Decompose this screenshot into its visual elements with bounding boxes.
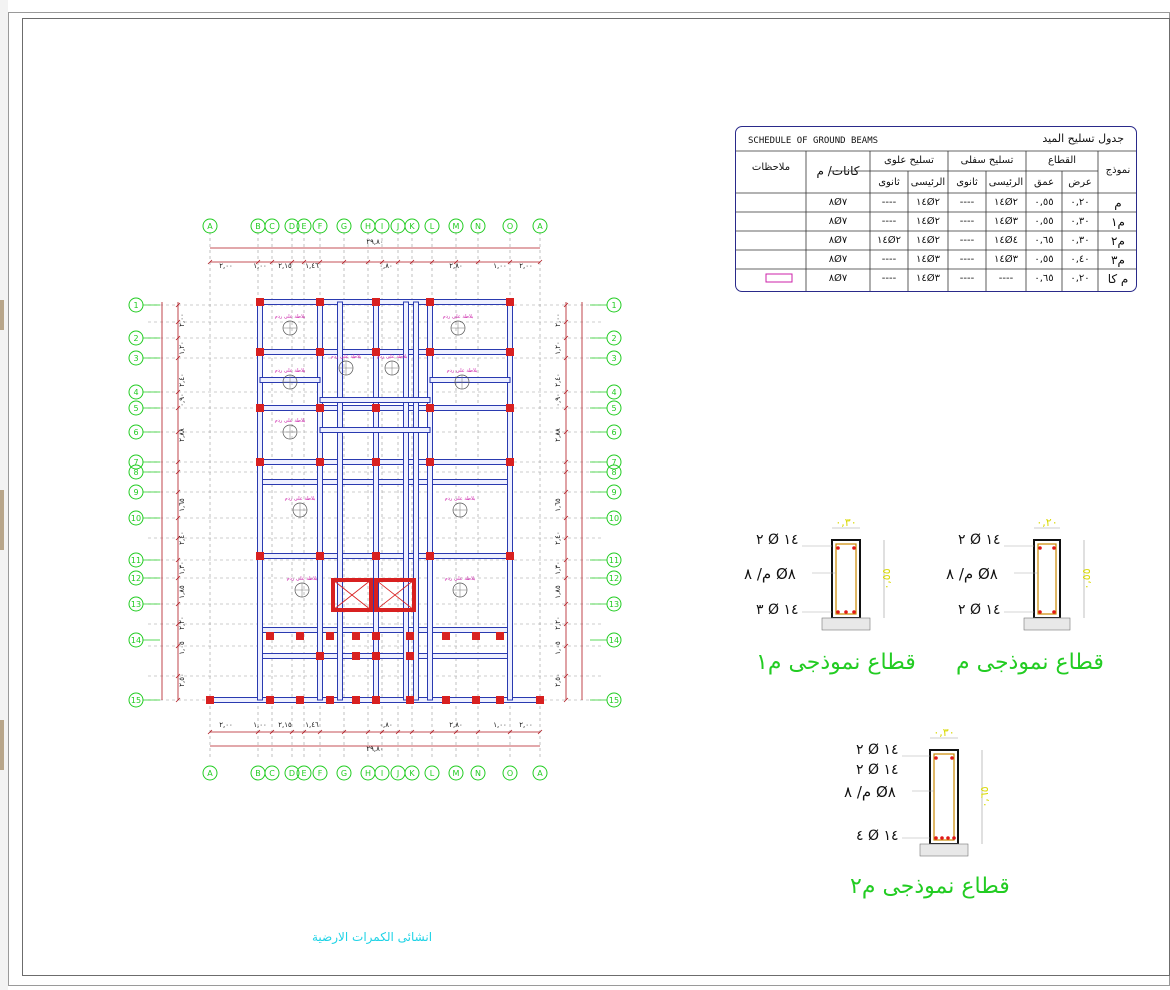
- slab-note: بلاطة على ردم: [274, 418, 306, 424]
- hdr-bot-main: الرئيسى: [988, 177, 1024, 188]
- schedule-cell-depth: ٠,٥٥: [1034, 216, 1054, 227]
- dim-text-v: ٢,٠٠: [178, 313, 186, 327]
- blinding-layer: [1024, 618, 1070, 630]
- grid-bubble-label: H: [364, 222, 372, 231]
- section-width-text: ٠,٣٠: [835, 516, 857, 529]
- grid-bubble-label: 8: [133, 468, 139, 477]
- schedule-cell-model: م٣: [1111, 253, 1125, 267]
- schedule-cell-width: ٠,٣٠: [1070, 216, 1090, 227]
- grid-bubble-label: 8: [611, 468, 617, 477]
- slab-note: بلاطة على ردم: [274, 314, 306, 320]
- grid-bubble-label: 3: [133, 354, 139, 363]
- rebar-dot: [946, 836, 950, 840]
- schedule-cell-model: م١: [1111, 215, 1125, 229]
- grid-bubble-label: 12: [130, 574, 142, 583]
- grid-bubble-label: 15: [608, 696, 620, 705]
- rebar-dot: [836, 610, 840, 614]
- hdr-bottom-rft: تسليح سفلى: [960, 155, 1014, 166]
- dim-text-v: ١,٦٥: [554, 498, 562, 512]
- hdr-depth: عمق: [1033, 177, 1055, 188]
- schedule-cell-stirrups: ٨Ø٧: [828, 216, 848, 227]
- section-bottom-bars: ٤ Ø ١٤: [856, 828, 899, 844]
- schedule-cell-depth: ٠,٦٥: [1034, 273, 1054, 284]
- dim-text-v: ١,٣٠: [554, 561, 562, 575]
- dim-text: ١,٠٠: [253, 721, 267, 729]
- hdr-section: القطاع: [1047, 155, 1077, 166]
- schedule-cell-bot_main: ١٤Ø٣: [994, 254, 1018, 265]
- grid-bubble-label: D: [288, 222, 296, 231]
- grid-bubble-label: 5: [133, 404, 139, 413]
- rebar-dot: [1038, 610, 1042, 614]
- schedule-cell-top_sec: ----: [881, 216, 897, 227]
- grid-bubble-label: 5: [611, 404, 617, 413]
- schedule-cell-depth: ٠,٥٥: [1034, 197, 1054, 208]
- grid-bubble-label: N: [475, 222, 481, 231]
- slab-note: بلاطة على ردم: [444, 576, 476, 582]
- grid-bubble-label: D: [288, 769, 296, 778]
- schedule-cell-top_main: ١٤Ø٢: [916, 235, 940, 246]
- dim-text: ٠,٨٠: [379, 721, 393, 729]
- grid-bubble-label: L: [429, 769, 435, 778]
- dim-text-v: ٢,٢٠: [554, 616, 562, 630]
- grid-bubble-label: 13: [608, 600, 620, 609]
- schedule-cell-stirrups: ٨Ø٧: [828, 273, 848, 284]
- section-title: قطاع نموذجى م٢: [850, 874, 1010, 899]
- grid-bubble-label: L: [429, 222, 435, 231]
- schedule-cell-width: ٠,٢٠: [1070, 197, 1090, 208]
- section-depth-text: ٠,٦٥: [978, 786, 991, 808]
- dim-text: ١,٤٦: [305, 721, 319, 729]
- grid-bubble-label: 2: [611, 334, 617, 343]
- schedule-cell-width: ٠,٣٠: [1070, 235, 1090, 246]
- grid-bubble-label: A: [537, 769, 543, 778]
- dim-text-v: ٢,٨٨: [554, 428, 562, 442]
- section-title: قطاع نموذجى م: [956, 650, 1104, 675]
- schedule-cell-model: م٢: [1111, 234, 1125, 248]
- grid-bubble-label: B: [255, 769, 261, 778]
- grid-bubble-label: 14: [130, 636, 142, 645]
- section-top-bars-2: ٢ Ø ١٤: [856, 762, 899, 778]
- rebar-dot: [852, 546, 856, 550]
- schedule-cell-bot_sec: ----: [959, 273, 975, 284]
- dim-text-v: ٢,٤٠: [554, 531, 562, 545]
- rebar-dot: [950, 756, 954, 760]
- dim-text-v: ٢,٠٠: [554, 313, 562, 327]
- schedule-cell-bot_sec: ----: [959, 254, 975, 265]
- grid-bubble-label: 9: [133, 488, 139, 497]
- dim-text-v: ١,٨٥: [178, 585, 186, 599]
- section-stirrup-label: م/ ٨ Ø٨: [946, 565, 998, 583]
- dim-text: ١,٠٠: [253, 262, 267, 270]
- dim-text-v: ٢,٤٠: [178, 531, 186, 545]
- schedule-cell-top_sec: ----: [881, 273, 897, 284]
- section-width-text: ٠,٢٠: [1036, 516, 1058, 529]
- grid-bubble-label: N: [475, 769, 481, 778]
- rebar-dot: [934, 836, 938, 840]
- grid-bubble-label: 3: [611, 354, 617, 363]
- grid-bubble-label: I: [380, 769, 384, 778]
- dim-text-v: ١,٢٠: [554, 341, 562, 355]
- grid-bubble-label: G: [340, 222, 348, 231]
- grid-bubble-label: A: [207, 222, 213, 231]
- hdr-model: نموذج: [1105, 165, 1131, 176]
- schedule-cell-top_sec: ----: [881, 254, 897, 265]
- schedule-title-en: SCHEDULE OF GROUND BEAMS: [748, 136, 879, 146]
- grid-bubble-label: 14: [608, 636, 620, 645]
- grid-bubble-label: 10: [608, 514, 620, 523]
- rebar-dot: [1038, 546, 1042, 550]
- grid-bubble-label: 1: [611, 301, 617, 310]
- section-stirrup-label: م/ ٨ Ø٨: [744, 565, 796, 583]
- schedule-cell-depth: ٠,٦٥: [1034, 235, 1054, 246]
- grid-bubble-label: 2: [133, 334, 139, 343]
- dim-text-v: ١,٣٠: [178, 561, 186, 575]
- grid-bubble-label: F: [317, 769, 323, 778]
- schedule-cell-bot_sec: ----: [959, 197, 975, 208]
- dim-text-v: ٢,٥٠: [178, 673, 186, 687]
- dim-text-v: ١,٦٥: [178, 498, 186, 512]
- grid-bubble-label: E: [301, 769, 307, 778]
- schedule-cell-model: م كا: [1107, 272, 1129, 286]
- schedule-cell-bot_main: ----: [998, 273, 1014, 284]
- dim-text: ٢,٠٠: [219, 262, 233, 270]
- hdr-bot-sec: ثانوى: [956, 177, 978, 188]
- grid-bubble-label: I: [380, 222, 384, 231]
- grid-bubble-label: G: [340, 769, 348, 778]
- section-title: قطاع نموذجى م١: [756, 650, 916, 675]
- slab-note: بلاطة على ردم: [446, 368, 478, 374]
- schedule-cell-model: م: [1114, 196, 1122, 210]
- grid-bubble-label: K: [409, 769, 415, 778]
- dim-text: ٢,١٥: [278, 721, 292, 729]
- grid-bubble-label: O: [506, 769, 514, 778]
- schedule-cell-top_sec: ----: [881, 197, 897, 208]
- dim-text-v: ٢,٢٠: [178, 616, 186, 630]
- grid-bubble-label: 10: [130, 514, 142, 523]
- drawing-title: انشائى الكمرات الارضية: [312, 930, 433, 944]
- grid-bubble-label: 7: [133, 458, 139, 467]
- section-top-bars: ٢ Ø ١٤: [958, 532, 1001, 548]
- grid-bubble-label: A: [537, 222, 543, 231]
- dim-text: ٢,٠٠: [519, 721, 533, 729]
- schedule-cell-bot_main: ١٤Ø٢: [994, 197, 1018, 208]
- schedule-cell-width: ٠,٢٠: [1070, 273, 1090, 284]
- hdr-stirrups: كانات/ م: [816, 164, 860, 178]
- schedule-cell-top_main: ١٤Ø٢: [916, 197, 940, 208]
- dim-text-v: ٠,٩٠: [178, 393, 186, 407]
- dim-text: ١,٤٦: [305, 262, 319, 270]
- grid-bubble-label: M: [452, 222, 460, 231]
- grid-bubble-label: H: [364, 769, 372, 778]
- hdr-width: عرض: [1068, 177, 1092, 188]
- blinding-layer: [920, 844, 968, 856]
- dim-text-v: ١,٠٥: [554, 641, 562, 655]
- grid-bubble-label: J: [396, 222, 400, 231]
- rebar-dot: [1052, 610, 1056, 614]
- slab-note: بلاطة على ردم: [444, 496, 476, 502]
- dim-text-v: ١,٨٥: [554, 585, 562, 599]
- schedule-cell-top_main: ١٤Ø٣: [916, 254, 940, 265]
- dim-text: ٠,٨٠: [379, 262, 393, 270]
- dim-text-v: ٢,٤٠: [554, 373, 562, 387]
- rebar-dot: [1052, 546, 1056, 550]
- schedule-cell-bot_sec: ----: [959, 216, 975, 227]
- grid-bubble-label: J: [396, 769, 400, 778]
- schedule-cell-width: ٠,٤٠: [1070, 254, 1090, 265]
- schedule-cell-bot_sec: ----: [959, 235, 975, 246]
- grid-bubble-label: C: [269, 222, 275, 231]
- rebar-dot: [940, 836, 944, 840]
- section-depth-text: ٠,٥٥: [1080, 568, 1093, 590]
- dim-text: ٢,٠٠: [219, 721, 233, 729]
- dim-text: ١,٠٠: [493, 262, 507, 270]
- hdr-top-rft: تسليح علوى: [884, 155, 934, 166]
- grid-bubble-label: 6: [611, 428, 617, 437]
- grid-bubble-label: 11: [608, 556, 620, 565]
- rebar-dot: [836, 546, 840, 550]
- section-top-bars: ٢ Ø ١٤: [856, 742, 899, 758]
- blinding-layer: [822, 618, 870, 630]
- section-bottom-bars: ٢ Ø ١٤: [958, 602, 1001, 618]
- slab-note: بلاطة على ردم: [376, 354, 408, 360]
- dim-text: ٢,٨٠: [449, 262, 463, 270]
- dim-text: ١,٠٠: [493, 721, 507, 729]
- dim-text-v: ٢,٨٨: [178, 428, 186, 442]
- dim-text: ٢,١٥: [278, 262, 292, 270]
- schedule-cell-top_main: ١٤Ø٣: [916, 273, 940, 284]
- section-depth-text: ٠,٥٥: [880, 568, 893, 590]
- grid-bubble-label: M: [452, 769, 460, 778]
- schedule-cell-stirrups: ٨Ø٧: [828, 197, 848, 208]
- schedule-cell-stirrups: ٨Ø٧: [828, 254, 848, 265]
- grid-bubble-label: 11: [130, 556, 142, 565]
- grid-bubble-label: B: [255, 222, 261, 231]
- dim-text-v: ٢,٥٠: [554, 673, 562, 687]
- grid-bubble-label: 15: [130, 696, 142, 705]
- schedule-cell-bot_main: ١٤Ø٤: [994, 235, 1018, 246]
- slab-note: بلاطة على ردم: [284, 496, 316, 502]
- grid-bubble-label: 6: [133, 428, 139, 437]
- dim-text: ٢,٠٠: [519, 262, 533, 270]
- grid-bubble-label: 9: [611, 488, 617, 497]
- dim-text-overall: ٢٩,٨٠: [366, 745, 384, 753]
- hdr-top-main: الرئيسى: [910, 177, 946, 188]
- grid-bubble-label: E: [301, 222, 307, 231]
- grid-bubble-label: 4: [611, 388, 617, 397]
- rebar-dot: [852, 610, 856, 614]
- rebar-dot: [934, 756, 938, 760]
- section-top-bars: ٢ Ø ١٤: [756, 532, 799, 548]
- grid-bubble-label: K: [409, 222, 415, 231]
- dim-text-overall: ٢٩,٨٠: [366, 238, 384, 246]
- section-bottom-bars: ٣ Ø ١٤: [756, 602, 799, 618]
- grid-bubble-label: 13: [130, 600, 142, 609]
- schedule-cell-top_main: ١٤Ø٢: [916, 216, 940, 227]
- grid-bubble-label: F: [317, 222, 323, 231]
- hdr-top-sec: ثانوى: [878, 177, 900, 188]
- grid-bubble-label: 4: [133, 388, 139, 397]
- grid-bubble-label: 7: [611, 458, 617, 467]
- grid-bubble-label: C: [269, 769, 275, 778]
- schedule-title-ar: جدول تسليح الميد: [1042, 132, 1124, 145]
- grid-bubble-label: O: [506, 222, 514, 231]
- rebar-dot: [844, 610, 848, 614]
- rebar-dot: [952, 836, 956, 840]
- schedule-cell-bot_main: ١٤Ø٣: [994, 216, 1018, 227]
- dim-text-v: ٢,٤٠: [178, 373, 186, 387]
- dim-text: ٢,٨٠: [449, 721, 463, 729]
- hdr-notes: ملاحظات: [751, 162, 791, 173]
- slab-note: بلاطة على ردم: [330, 354, 362, 360]
- schedule-cell-stirrups: ٨Ø٧: [828, 235, 848, 246]
- slab-note: بلاطة على ردم: [442, 314, 474, 320]
- schedule-cell-top_sec: ١٤Ø٢: [877, 235, 901, 246]
- grid-bubble-label: 12: [608, 574, 620, 583]
- slab-note: بلاطة على ردم: [286, 576, 318, 582]
- slab-note: بلاطة على ردم: [274, 368, 306, 374]
- section-width-text: ٠,٣٠: [933, 726, 955, 739]
- dim-text-v: ١,٢٠: [178, 341, 186, 355]
- dim-text-v: ٠,٩٠: [554, 393, 562, 407]
- schedule-cell-depth: ٠,٥٥: [1034, 254, 1054, 265]
- grid-bubble-label: A: [207, 769, 213, 778]
- section-stirrup-label: م/ ٨ Ø٨: [844, 783, 896, 801]
- grid-bubble-label: 1: [133, 301, 139, 310]
- dim-text-v: ١,٠٥: [178, 641, 186, 655]
